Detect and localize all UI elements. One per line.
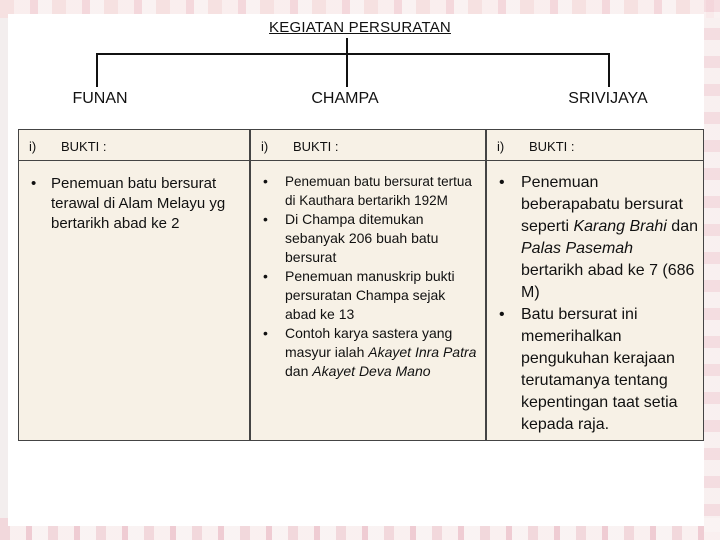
work-title: Akayet Deva Mano bbox=[312, 363, 431, 379]
bullet: • bbox=[263, 268, 268, 284]
bullet: • bbox=[263, 325, 268, 341]
connector-title-vertical bbox=[346, 38, 348, 54]
conjunction: dan bbox=[666, 218, 698, 235]
list-item-text: Penemuan beberapabatu bersurat seperti bbox=[521, 174, 683, 235]
decorative-right-border bbox=[704, 0, 720, 540]
list-item-text: Penemuan manuskrip bukti persuratan Champa sejak abad ke 13 bbox=[285, 268, 455, 322]
bullet: • bbox=[263, 211, 268, 227]
list-item bbox=[31, 174, 243, 234]
bukti-number: i) bbox=[497, 139, 505, 154]
list-item-text: Penemuan batu bersurat terawal di Alam Melayu yg bertarikh abad ke 2 bbox=[51, 175, 226, 232]
box-divider bbox=[19, 160, 249, 161]
list-item-text: Contoh karya sastera yang masyur ialah bbox=[285, 325, 453, 360]
bukti-label: BUKTI : bbox=[529, 139, 575, 154]
conjunction: dan bbox=[285, 363, 313, 379]
heading-champa: CHAMPA bbox=[311, 90, 379, 107]
bukti-number: i) bbox=[29, 139, 37, 154]
connector-funan bbox=[96, 53, 98, 87]
champa-list bbox=[259, 172, 479, 381]
list-item-text: Di Champa ditemukan sebanyak 206 buah batu bersurat bbox=[285, 211, 439, 265]
bullet: • bbox=[499, 306, 505, 323]
connector-horizontal bbox=[96, 53, 610, 55]
heading-srivijaya: SRIVIJAYA bbox=[568, 90, 648, 107]
list-item-text: Batu bersurat ini memerihalkan pengukuhan kerajaan terutamanya tentang kepentingan taat setia kepada raja. bbox=[521, 306, 678, 433]
bukti-label: BUKTI : bbox=[61, 139, 107, 154]
site-name: Karang Brahi bbox=[573, 218, 667, 235]
list-item bbox=[495, 172, 699, 304]
bukti-label: BUKTI : bbox=[293, 139, 339, 154]
work-title: Akayet Inra Patra bbox=[368, 344, 477, 360]
list-item bbox=[259, 172, 479, 210]
srivijaya-list bbox=[495, 172, 699, 436]
list-item bbox=[259, 267, 479, 324]
site-name: Palas Pasemah bbox=[521, 240, 634, 257]
box-divider bbox=[487, 160, 703, 161]
list-item bbox=[495, 304, 699, 436]
box-funan bbox=[18, 129, 250, 441]
connector-champa bbox=[346, 53, 348, 87]
bullet: • bbox=[499, 174, 505, 191]
list-item bbox=[259, 210, 479, 267]
heading-funan: FUNAN bbox=[72, 90, 128, 107]
box-divider bbox=[251, 160, 485, 161]
bullet: • bbox=[263, 173, 268, 189]
list-item bbox=[259, 324, 479, 381]
diagram-title: KEGIATAN PERSURATAN bbox=[269, 19, 451, 36]
box-srivijaya bbox=[486, 129, 704, 441]
connector-srivijaya bbox=[608, 53, 610, 87]
box-champa bbox=[250, 129, 486, 441]
bukti-number: i) bbox=[261, 139, 269, 154]
funan-list bbox=[31, 174, 243, 234]
list-item-text-tail: bertarikh abad ke 7 (686 M) bbox=[521, 262, 695, 301]
list-item-text: Penemuan batu bersurat tertua di Kauthara bertarikh 192M bbox=[285, 174, 472, 208]
bullet: • bbox=[31, 175, 37, 192]
